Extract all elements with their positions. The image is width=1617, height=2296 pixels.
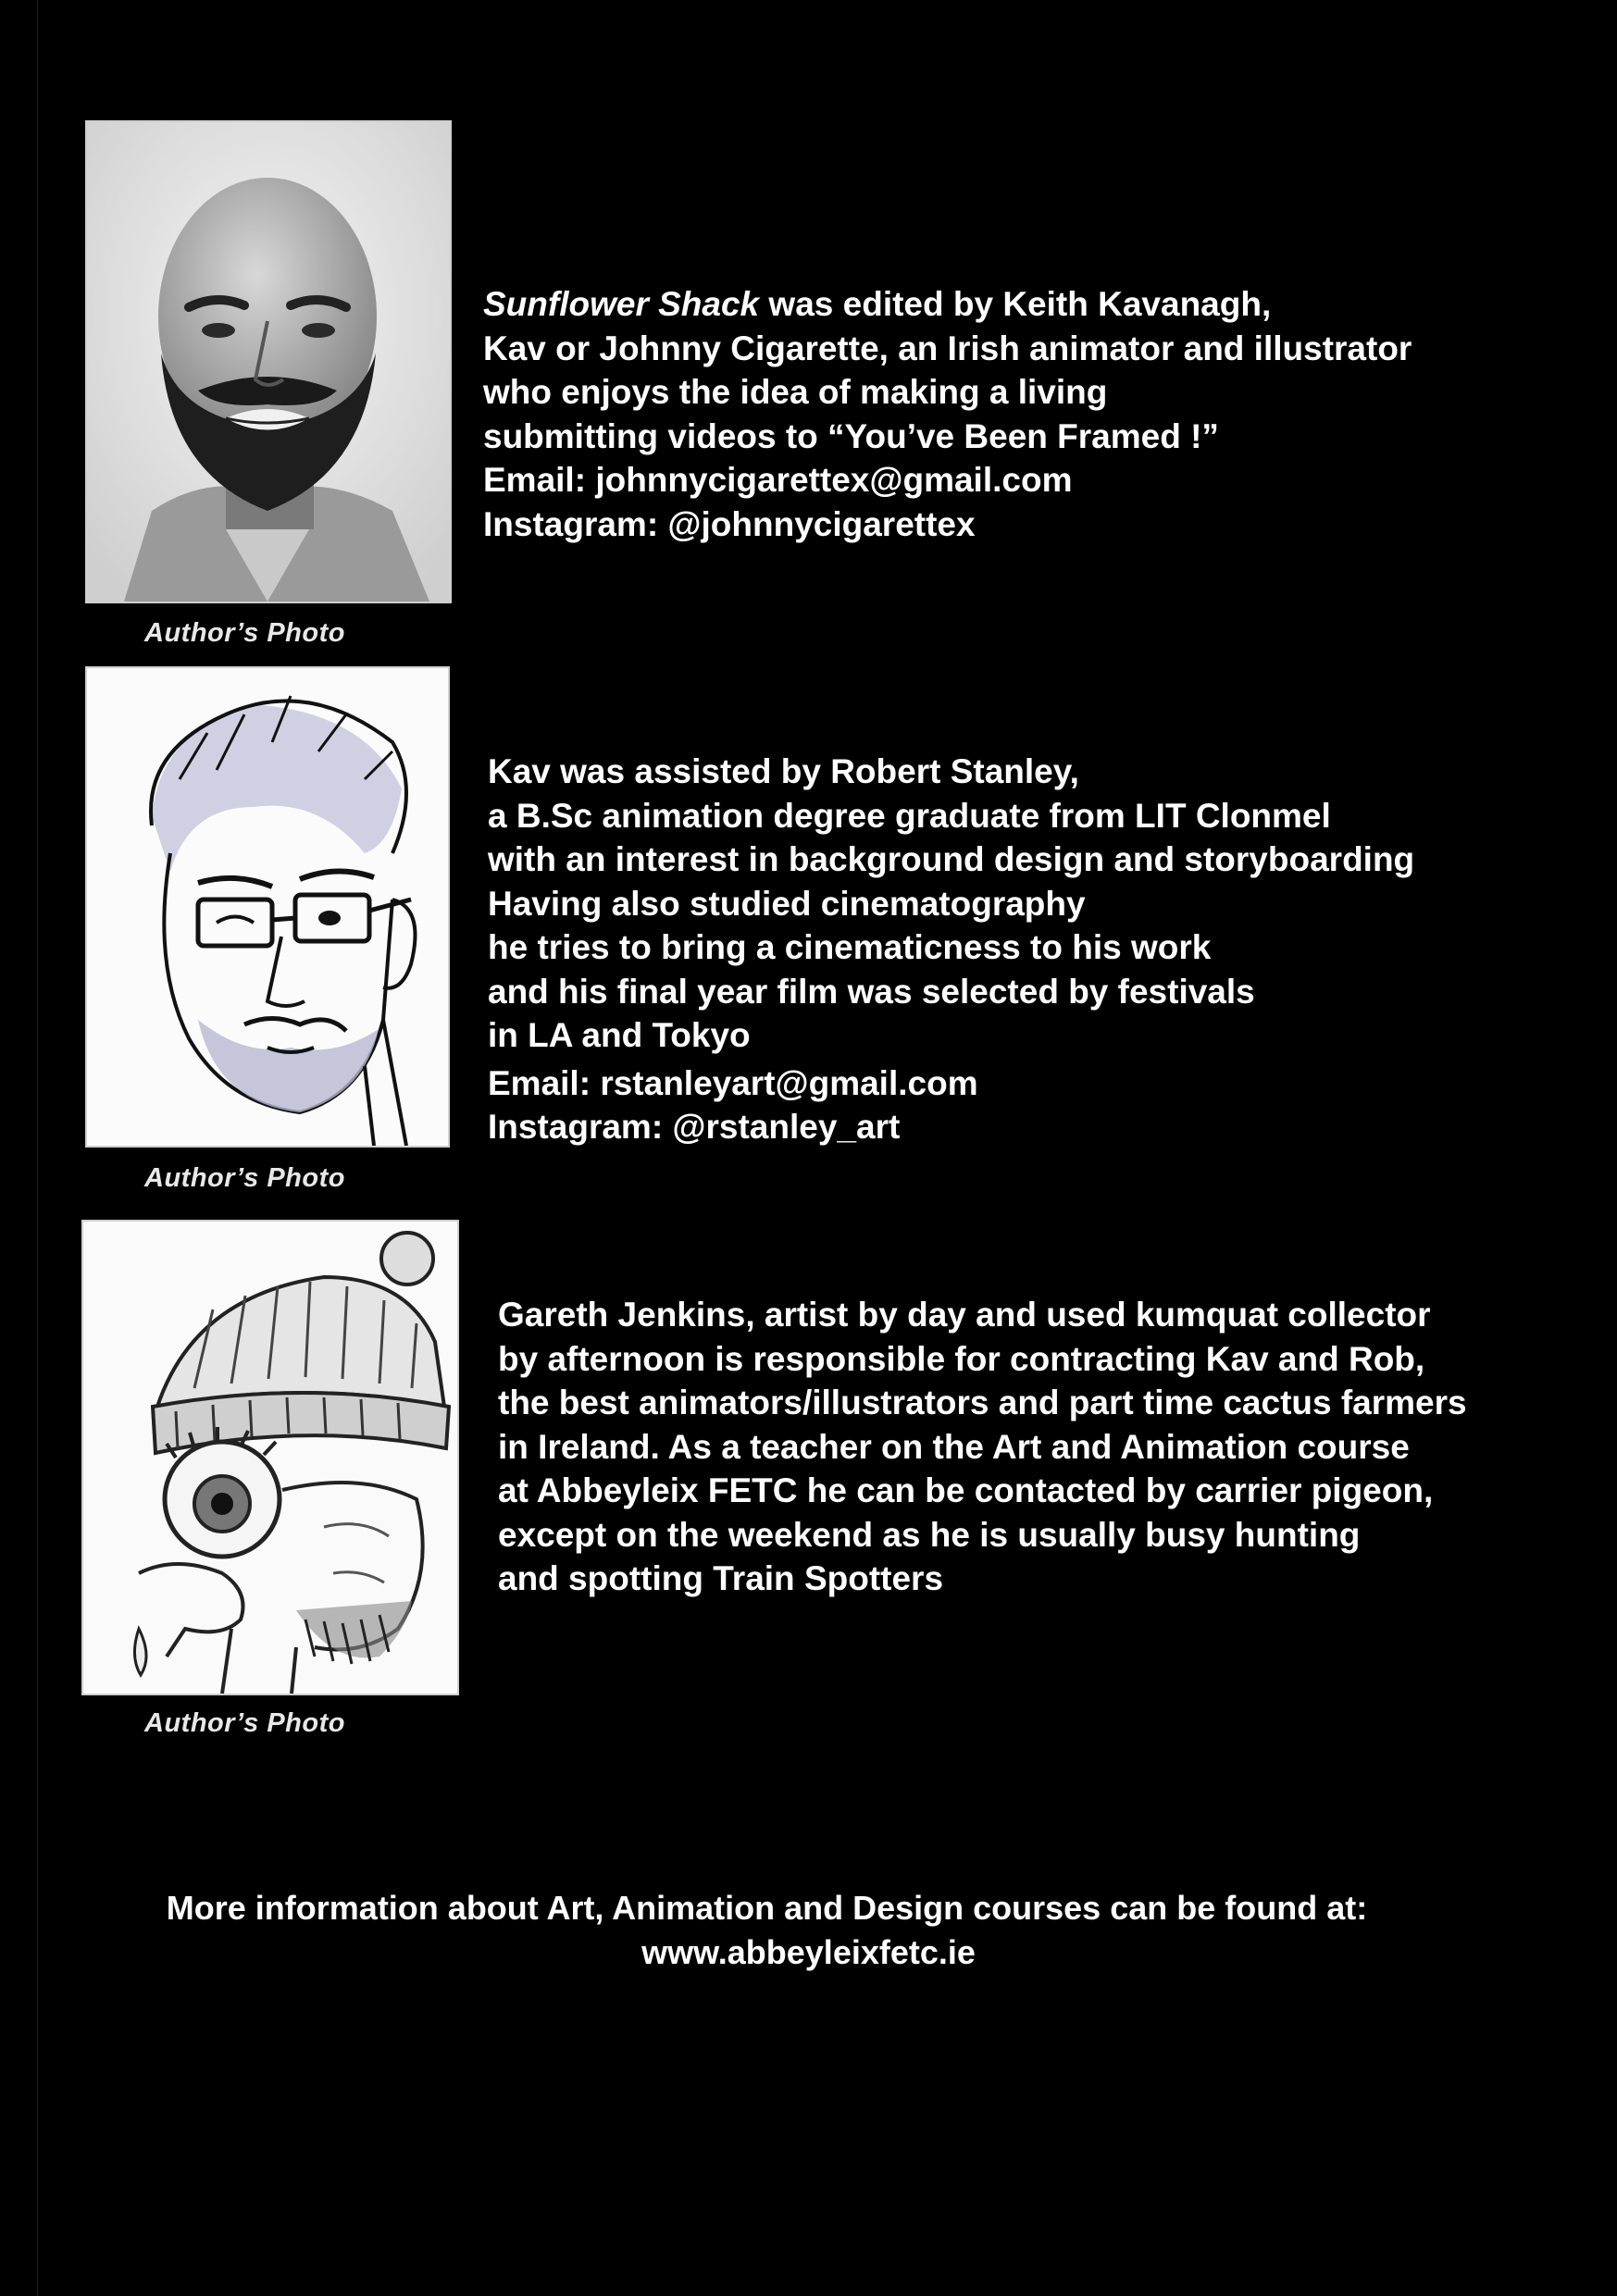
bio-line: by afternoon is responsible for contracting Kav and Rob, bbox=[498, 1339, 1425, 1378]
sketch-beanie-eye-icon bbox=[83, 1222, 457, 1694]
bio-line: and spotting Train Spotters bbox=[498, 1559, 944, 1597]
bio-line: the best animators/illustrators and part time cactus farmers bbox=[498, 1384, 1467, 1421]
bio-line: who enjoys the idea of making a living bbox=[483, 373, 1108, 411]
bio-line: submitting videos to “You’ve Been Framed !” bbox=[483, 416, 1219, 455]
footer-website-link[interactable]: www.abbeyleixfetc.ie bbox=[641, 1933, 976, 1971]
bio-line: Kav or Johnny Cigarette, an Irish animator and illustrator bbox=[483, 329, 1412, 367]
bio-line: with an interest in background design and storyboarding bbox=[488, 840, 1415, 878]
photo-caption: Author’s Photo bbox=[144, 1708, 345, 1738]
instagram-text: Instagram: @rstanley_art bbox=[488, 1108, 901, 1146]
email-text: Email: rstanleyart@gmail.com bbox=[488, 1063, 978, 1102]
footer-info-text: More information about Art, Animation and Design courses can be found at: bbox=[166, 1889, 1368, 1927]
book-title: Sunflower Shack bbox=[483, 285, 760, 323]
bio-line: at Abbeyleix FETC he can be contacted by carrier pigeon, bbox=[498, 1471, 1434, 1509]
bio-line bbox=[483, 282, 1412, 327]
portrait-photo-icon bbox=[87, 122, 450, 602]
author-photo-gareth bbox=[81, 1220, 459, 1695]
bio-line: a B.Sc animation degree graduate from LIT Clonmel bbox=[488, 796, 1331, 835]
bio-text: was edited by Keith Kavanagh, bbox=[759, 285, 1272, 323]
footer bbox=[0, 1886, 1617, 1975]
bio-line: and his final year film was selected by festivals bbox=[488, 972, 1255, 1011]
author-bio-keith bbox=[483, 282, 1412, 546]
bio-line: Having also studied cinematography bbox=[488, 884, 1086, 923]
email-text: Email: johnnycigarettex@gmail.com bbox=[483, 461, 1073, 499]
bio-line: except on the weekend as he is usually busy hunting bbox=[498, 1515, 1361, 1554]
sketch-portrait-icon bbox=[87, 668, 448, 1146]
author-bio-gareth bbox=[498, 1293, 1467, 1601]
bio-line: Kav was assisted by Robert Stanley, bbox=[488, 752, 1079, 790]
bio-line: he tries to bring a cinematicness to his work bbox=[488, 928, 1212, 966]
bio-line: in LA and Tokyo bbox=[488, 1016, 751, 1054]
author-bio-robert bbox=[488, 750, 1414, 1149]
author-photo-robert bbox=[85, 666, 450, 1148]
bio-line: Gareth Jenkins, artist by day and used kumquat collector bbox=[498, 1296, 1431, 1334]
photo-caption: Author’s Photo bbox=[144, 1163, 345, 1193]
photo-caption: Author’s Photo bbox=[144, 618, 345, 648]
instagram-text: Instagram: @johnnycigarettex bbox=[483, 504, 976, 543]
bio-line: in Ireland. As a teacher on the Art and Animation course bbox=[498, 1427, 1410, 1466]
author-photo-keith bbox=[85, 120, 452, 603]
